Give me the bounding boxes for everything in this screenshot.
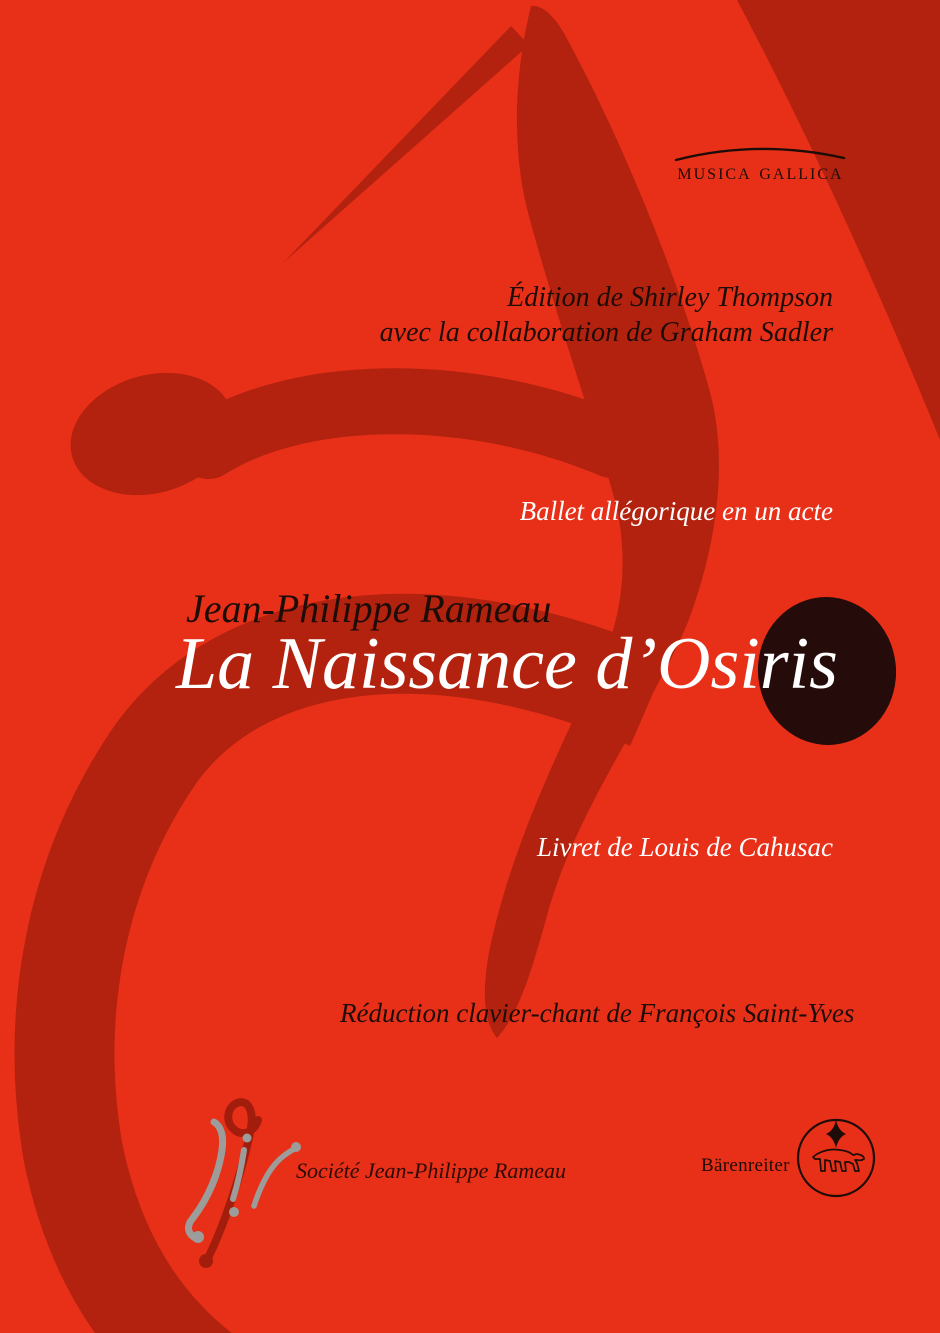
series-logo-text: musica gallica <box>677 159 844 184</box>
four-pointed-star-icon <box>826 1120 846 1148</box>
composer-name: Jean-Philippe Rameau <box>186 586 552 631</box>
society-name: Société Jean-Philippe Rameau <box>296 1158 567 1183</box>
work-title: La Naissance d’Osiris <box>176 623 838 705</box>
baerenreiter-bear-emblem-icon <box>798 1120 874 1196</box>
edition-credit <box>380 280 833 350</box>
bear-icon <box>813 1150 864 1172</box>
genre-line: Ballet allégorique en un acte <box>519 496 833 526</box>
edition-line-2: avec la collaboration de Graham Sadler <box>379 317 833 348</box>
librettist-line: Livret de Louis de Cahusac <box>537 832 833 862</box>
edition-line-1: Édition de Shirley Thompson <box>507 282 833 313</box>
publisher-name: Bärenreiter <box>701 1155 790 1176</box>
sjpr-monogram-icon <box>188 1102 301 1268</box>
arranger-line: Réduction clavier-chant de François Saint-Yves <box>340 998 855 1028</box>
